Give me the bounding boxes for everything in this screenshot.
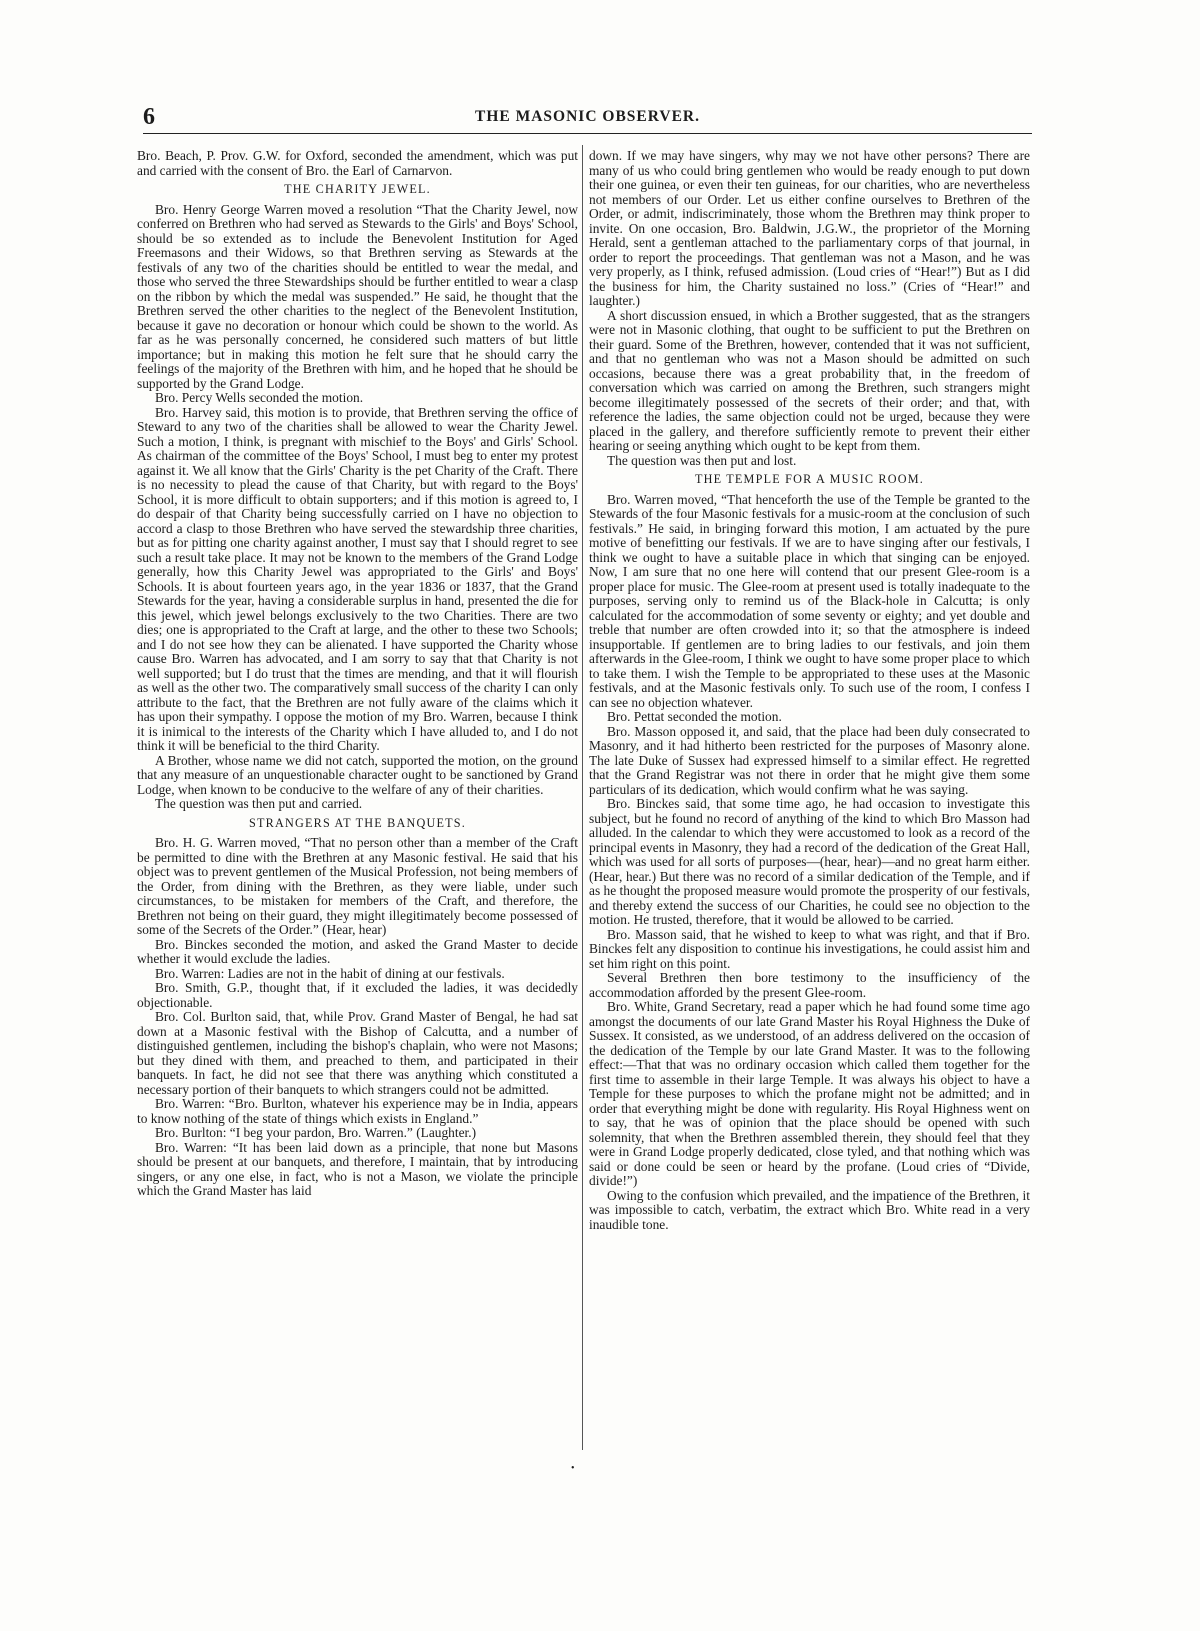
paragraph: The question was then put and carried. <box>155 796 363 811</box>
paragraph: Bro. H. G. Warren moved, “That no person other than a member of the Craft be permitted to dine with the Brethren at any Masonic festival. He said that his object was to prevent gentlemen of the Musical Profession, not being members of the Order, from dining with the Brethren, as they were liable, under such circumstances, to be mistaken for members of the Craft, and therefore, the Brethren not being on their guard, they might illegitimately become possessed of some of the Secrets of the Order.” (Hear, hear) <box>137 835 578 937</box>
paragraph: Bro. Binckes said, that some time ago, he had occasion to investigate this subject, but he found no record of anything of the kind to which Bro Masson had alluded. In the calendar to which they were accustomed to look as a record of the principal events in Masonry, they had a record of the dedication of the Great Hall, which was used for all sorts of purposes—(hear, hear)—and no great harm either. (Hear, hear.) But there was no record of a similar dedication of the Temple, and if as he thought the proposed measure would promote the prosperity of our festivals, and thereby extend the success of our Charities, he could see no objection to the motion. He trusted, therefore, that it would be allowed to be carried. <box>589 796 1030 927</box>
right-column <box>589 149 1030 1232</box>
page-title: THE MASONIC OBSERVER. <box>474 108 700 125</box>
paragraph: Several Brethren then bore testimony to the insufficiency of the accommodation afforded by the present Glee-room. <box>589 970 1030 1000</box>
paragraph: Bro. Pettat seconded the motion. <box>607 709 782 724</box>
paragraph: Bro. Henry George Warren moved a resolution “That the Charity Jewel, now conferred on Brethren who had served as Stewards to the Girls' and Boys' School, should be so extended as to include the Benevolent Institution for Aged Freemasons and their Widows, so that Brethren serving as Stewards at the festivals of any two of the charities should be entitled to wear the medal, and those who served the three Stewardships should be further entitled to wear a clasp on the ribbon by which the medal was suspended.” He said, he thought that the Brethren served the other charities to the neglect of the Benevolent Institution, because it gave no decoration or honour which could be shown to the world. As far as he was personally concerned, he considered such matters of but little importance; but in making this motion he felt sure that he should carry the feelings of the majority of the Brethren with him, and he hoped that he should be supported by the Grand Lodge. <box>137 201 578 391</box>
paragraph: Bro. Binckes seconded the motion, and asked the Grand Master to decide whether it would exclude the ladies. <box>137 936 578 966</box>
paragraph: Bro. Col. Burlton said, that, while Prov. Grand Master of Bengal, he had sat down at a Masonic festival with the Bishop of Calcutta, and a number of distinguished gentlemen, including the bishop's chaplain, who were not Masons; but they dined with them, and preached to them, and participated in their banquets. In fact, he did not see that there was anything which constituted a necessary portion of their banquets to which strangers could not be admitted. <box>137 1009 578 1097</box>
paragraph: Bro. Masson opposed it, and said, that the place had been duly consecrated to Masonry, and it had hitherto been restricted for the purposes of Masonry alone. The late Duke of Sussex had expressed himself to a similar effect. He regretted that the Grand Registrar was not there in order that he might give them some particulars of its dedication, which would confirm what he was saying. <box>589 723 1030 797</box>
page-number: 6 <box>143 104 155 130</box>
paragraph: Bro. Warren: “It has been laid down as a principle, that none but Masons should be present at our banquets, and therefore, I maintain, that by introducing singers, or any one else, in fact, who is not a Mason, we violate the principle which the Grand Master has laid <box>137 1139 578 1198</box>
paragraph: A short discussion ensued, in which a Brother suggested, that as the strangers were not in Masonic clothing, that ought to be sufficient to put the Brethren on their guard. Some of the Brethren, however, contended that it was not sufficient, and that no gentleman who was not a Mason should be admitted on such occasions, because there was a great probability that, in the freedom of conversation which was carried on among the Brethren, such strangers might become illegitimately possessed of the secrets of their order; and that, with reference the ladies, the same objection could not be urged, because they were placed in the gallery, and therefore sufficiently remote to prevent their either hearing or seeing anything which ought to be kept from them. <box>589 307 1030 453</box>
paragraph: Bro. Burlton: “I beg your pardon, Bro. Warren.” (Laughter.) <box>155 1125 477 1140</box>
column-divider <box>582 145 583 1450</box>
left-column <box>137 149 578 1199</box>
section-heading: STRANGERS AT THE BANQUETS. <box>249 815 466 830</box>
paragraph: Owing to the confusion which prevailed, and the impatience of the Brethren, it was impossible to catch, verbatim, the extract which Bro. White read in a very inaudible tone. <box>589 1187 1030 1232</box>
paragraph: The question was then put and lost. <box>607 452 797 468</box>
paragraph: Bro. Harvey said, this motion is to provide, that Brethren serving the office of Steward to any two of the charities shall be allowed to wear the Charity Jewel. Such a motion, I think, is pregnant with mischief to the Boys' and Girls' School. As chairman of the committee of the Boys' School, I must beg to enter my protest against it. We all know that the Girls' Charity is the pet Charity of the Craft. There is no necessity to plead the cause of that Charity, but with regard to the Boys' School, it is more difficult to obtain supporters; and if this motion is agreed to, I do despair of that Charity being successfully carried on I have no objection to accord a clasp to those Brethren who have served the stewardship three charities, but as for pitting one charity against another, I must say that I should regret to see such a result take place. It may not be known to the members of the Grand Lodge generally, how this Charity Jewel was appropriated to the Girls' and Boys' Schools. It is about fourteen years ago, in the year 1836 or 1837, that the Grand Stewards for the year, having a considerable surplus in hand, presented the die for this jewel, which jewel belongs exclusively to the two Charities. There are two dies; one is appropriated to the Craft at large, and the other to these two Schools; and I do not see how they can be alienated. I have supported the Charity whose cause Bro. Warren has advocated, and I am sorry to say that that Charity is not well supported; but I do trust that the times are mending, and that it will flourish as well as the other two. The comparatively small success of the charity I can only attribute to the fact, that the Brethren are not fully aware of the claims which it has upon their sympathy. I oppose the motion of my Bro. Warren, because I think it is inimical to the interests of the Charity which I have alluded to, and I do not think it will be beneficial to the third Charity. <box>137 404 578 753</box>
header-rule <box>143 133 1032 134</box>
paragraph: Bro. Warren: “Bro. Burlton, whatever his experience may be in India, appears to know nothing of the state of things which exists in England.” <box>137 1096 578 1126</box>
page-end-mark: • <box>571 1463 575 1474</box>
section-heading: THE TEMPLE FOR A MUSIC ROOM. <box>694 472 925 486</box>
paragraph: Bro. Warren moved, “That henceforth the use of the Temple be granted to the Stewards of the four Masonic festivals for a music-room at the conclusion of such festivals.” He said, in bringing forward this motion, I am actuated by the pure motive of benefitting our festivals. If we are to have singing after our festivals, I think we ought to have a suitable place in which that singing can be enjoyed. Now, I am sure that no one here will contend that our present Glee-room is a proper place for music. The Glee-room at present used is totally inadequate to the purposes, serving only to remind us of the Black-hole in Calcutta; is only calculated for the accommodation of some seventy or eighty; and yet double and treble that number are often crowded into it; so that the atmosphere is indeed insupportable. If gentlemen are to bring ladies to our festivals, and join them afterwards in the Glee-room, I think we ought to have some proper place to which to take them. I wish the Temple to be appropriated to these uses at the Masonic festivals, and at the Masonic festivals only. To such use of the room, I confess I can see no objection whatever. <box>589 491 1030 710</box>
page-header <box>143 96 1032 140</box>
paragraph: Bro. White, Grand Secretary, read a paper which he had found some time ago amongst the documents of our late Grand Master his Royal Highness the Duke of Sussex. It consisted, as we understood, of an address delivered on the occasion of the dedication of the Temple by our late Grand Master. It was to the following effect:—That that was no ordinary occasion which called them together for the first time to assemble in their large Temple. It was always his object to have a Temple for these purposes to which the profane might not be admitted; and in order that everything might be done with regularity. His Royal Highness went on to say, that he was of opinion that the place should be opened with such solemnity, that when the Brethren assembled therein, they should feel that they were in Grand Lodge properly dedicated, close tyled, and that nothing which was said or done could be seen or heard by the profane. (Loud cries of “Divide, divide!”) <box>589 999 1030 1188</box>
paragraph: A Brother, whose name we did not catch, supported the motion, on the ground that any measure of an unquestionable character ought to be sanctioned by Grand Lodge, when known to be conducive to the welfare of any of their charities. <box>137 752 578 797</box>
paragraph: Bro. Beach, P. Prov. G.W. for Oxford, seconded the amendment, which was put and carried with the consent of Bro. the Earl of Carnarvon. <box>137 148 578 178</box>
paragraph: Bro. Masson said, that he wished to keep to what was right, and that if Bro. Binckes felt any disposition to continue his investigations, he could assist him and set him right on this point. <box>589 926 1030 971</box>
section-heading: THE CHARITY JEWEL. <box>284 182 431 196</box>
paragraph: down. If we may have singers, why may we not have other persons? There are many of us who could bring gentlemen who would be ready enough to put down their one guinea, or even their ten guineas, for our charities, who are nevertheless not members of our Order. Let us either confine ourselves to Brethren of the Order, or admit, indiscriminately, those whom the Brethren may think proper to invite. On one occasion, Bro. Baldwin, J.G.W., the proprietor of the Morning Herald, sent a gentleman attached to the parliamentary corps of that journal, in order to report the proceedings. That gentleman was not a Mason, and he was very properly, as I think, refused admission. (Loud cries of “Hear!”) But as I did the business for him, the Charity sustained no loss.” (Cries of “Hear!” and laughter.) <box>589 148 1030 308</box>
paragraph: Bro. Percy Wells seconded the motion. <box>155 390 364 405</box>
paragraph: Bro. Smith, G.P., thought that, if it excluded the ladies, it was decidedly objectionable. <box>137 980 578 1010</box>
paragraph: Bro. Warren: Ladies are not in the habit of dining at our festivals. <box>155 965 505 981</box>
